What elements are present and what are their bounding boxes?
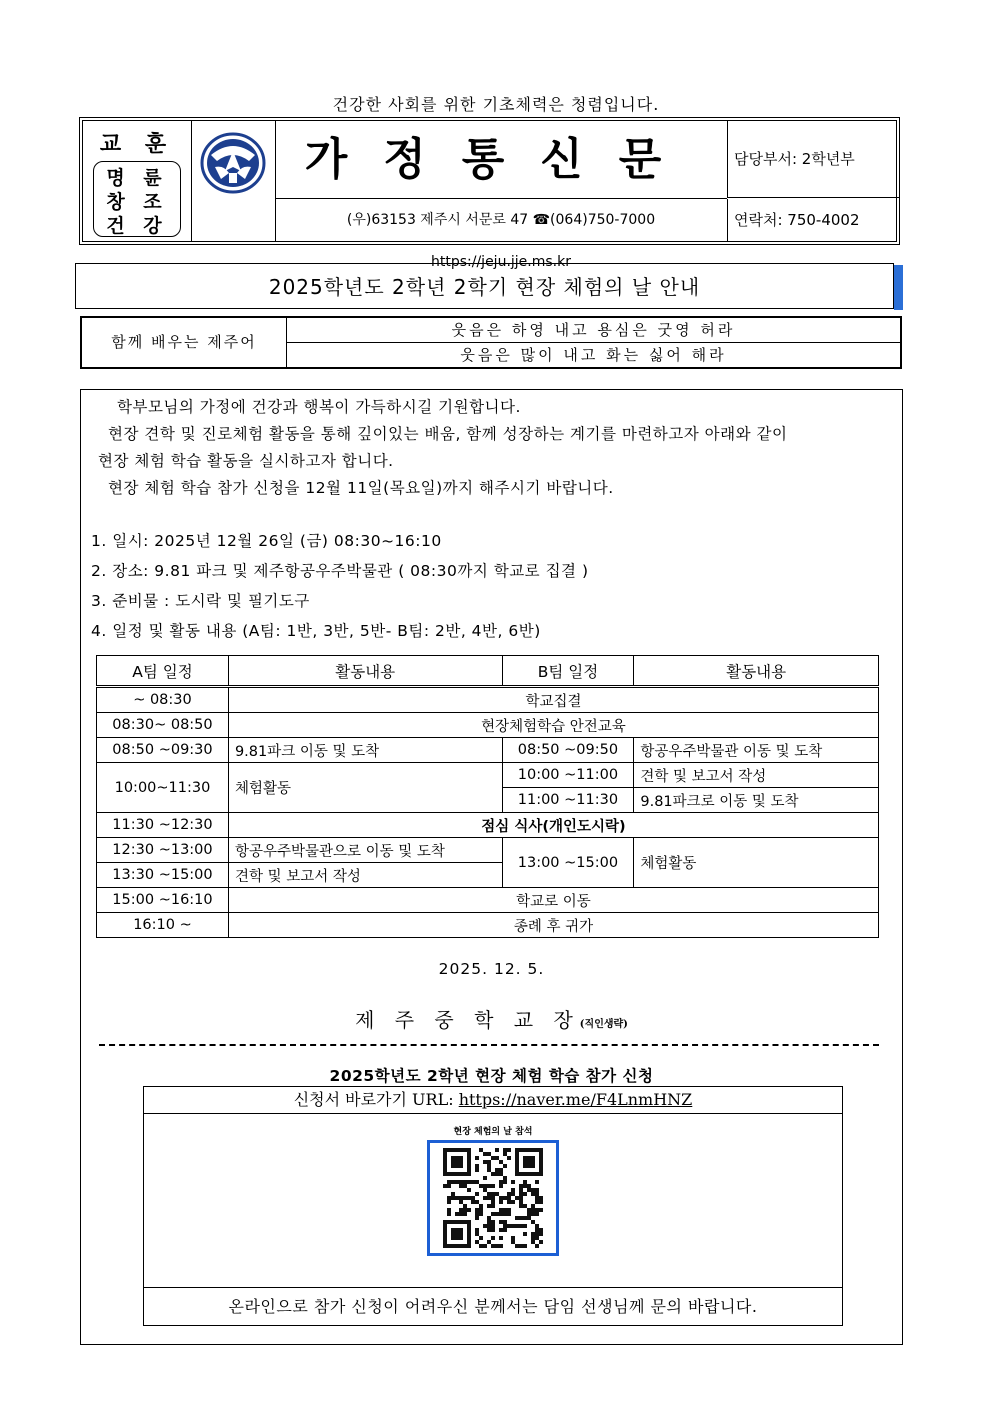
time-cell: 13:00 ~15:00 [502,838,634,888]
time-cell: 12:30 ~13:00 [97,838,229,863]
activity-cell: 학교로 이동 [228,888,878,913]
activity-cell: 점심 식사(개인도시락) [228,813,878,838]
qr-code[interactable] [427,1140,559,1256]
qr-area [144,1114,842,1288]
info-item-date: 1. 일시: 2025년 12월 26일 (금) 08:30~16:10 [91,532,442,550]
activity-cell: 항공우주박물관 이동 및 도착 [634,738,879,763]
time-cell: 08:50 ~09:50 [502,738,634,763]
school-emblem-icon [191,121,275,241]
gyohun-line: 명 륜 [106,167,168,189]
title-accent-bar [894,265,903,310]
time-cell: 08:30~ 08:50 [97,713,229,738]
main-content-box [80,389,903,1345]
jeju-standard-line: 웃음은 많이 내고 화는 싫어 해라 [460,346,727,364]
table-header-row [97,656,879,687]
table-row [97,763,879,788]
table-row [97,838,879,863]
activity-cell: 9.81파크로 이동 및 도착 [634,788,879,813]
time-cell: 15:00 ~16:10 [97,888,229,913]
newsletter-title: 가정통신문 [275,121,727,199]
info-item-place: 2. 장소: 9.81 파크 및 제주항공우주박물관 ( 08:30까지 학교로 집결 ) [91,562,589,580]
activity-cell: 9.81파크 이동 및 도착 [228,738,502,763]
gyohun-line: 건 강 [106,215,168,237]
school-motto-panel [83,121,192,241]
url-label: 신청서 바로가기 URL: [293,1090,459,1109]
intro-line: 현장 체험 학습 활동을 실시하고자 합니다. [98,452,394,470]
time-cell: ~ 08:30 [97,687,229,713]
header-b-activity: 활동내용 [634,656,879,687]
header-b-time: B팀 일정 [502,656,634,687]
time-cell: 13:30 ~15:00 [97,863,229,888]
intro-line: 학부모님의 가정에 건강과 행복이 가득하시길 기원합니다. [117,398,521,416]
gyohun-box [93,161,181,237]
time-cell: 08:50 ~09:30 [97,738,229,763]
seal-omitted-note: (직인생략) [579,1019,628,1030]
time-cell: 11:30 ~12:30 [97,813,229,838]
activity-cell: 견학 및 보고서 작성 [228,863,502,888]
registration-link[interactable]: https://naver.me/F4LnmHNZ [458,1090,693,1109]
department: 담당부서: 2학년부 [727,121,900,198]
document-title: 2025학년도 2학년 2학기 현장 체험의 날 안내 [75,263,894,309]
cut-line [99,1044,879,1046]
table-row [97,913,879,938]
table-row [97,687,879,713]
header-a-activity: 활동내용 [228,656,502,687]
intro-line: 현장 체험 학습 참가 신청을 12월 11일(목요일)까지 해주시기 바랍니다. [108,479,614,497]
table-row [97,813,879,838]
qr-code-icon [430,1143,556,1253]
contact-number: 연락처: 750-4002 [727,199,900,241]
time-cell: 10:00~11:30 [97,763,229,813]
activity-cell: 학교집결 [228,687,878,713]
jeju-label: 함께 배우는 제주어 [82,318,287,367]
school-address: (우)63153 제주시 서문로 47 ☎(064)750-7000 https://jeju.jje.ms.kr [346,212,656,270]
qr-caption: 현장 체험의 날 참석 [453,1127,533,1137]
info-item-schedule: 4. 일정 및 활동 내용 (A팀: 1반, 3반, 5반- B팀: 2반, 4반, 6반) [91,622,541,640]
header-a-time: A팀 일정 [97,656,229,687]
registration-url-row [144,1087,842,1114]
jeju-language-box [80,316,902,369]
gyohun-line: 창 조 [106,191,168,213]
issue-date: 2025. 12. 5. [438,960,545,978]
activity-cell: 체험활동 [634,838,879,888]
principal-title: 제 주 중 학 교 장 [355,1008,580,1032]
schedule-table [96,655,879,938]
time-cell: 11:00 ~11:30 [502,788,634,813]
time-cell: 16:10 ~ [97,913,229,938]
registration-box [143,1086,843,1326]
table-row [97,738,879,763]
activity-cell: 종례 후 귀가 [228,913,878,938]
info-item-supplies: 3. 준비물 : 도시락 및 필기도구 [91,592,310,610]
table-row [97,713,879,738]
intro-line: 현장 견학 및 진로체험 활동을 통해 깊이있는 배움, 함께 성장하는 계기를 마련하고자 아래와 같이 [108,425,788,443]
header-box [79,117,900,270]
principal-signature [81,1004,902,1033]
registration-note: 온라인으로 참가 신청이 어려우신 분께서는 담임 선생님께 문의 바랍니다. [228,1297,758,1316]
motto: 건강한 사회를 위한 기초체력은 청렴입니다. [332,95,660,114]
activity-cell: 견학 및 보고서 작성 [634,763,879,788]
activity-cell: 현장체험학습 안전교육 [228,713,878,738]
registration-title: 2025학년도 2학년 현장 체험 학습 참가 신청 [329,1067,654,1085]
time-cell: 10:00 ~11:00 [502,763,634,788]
gyohun-title: 교 훈 [99,132,175,157]
activity-cell: 항공우주박물관으로 이동 및 도착 [228,838,502,863]
table-row [97,888,879,913]
jeju-dialect-line: 웃음은 하영 내고 용심은 굿영 허라 [287,318,900,343]
activity-cell: 체험활동 [228,763,502,813]
school-logo [191,121,276,241]
